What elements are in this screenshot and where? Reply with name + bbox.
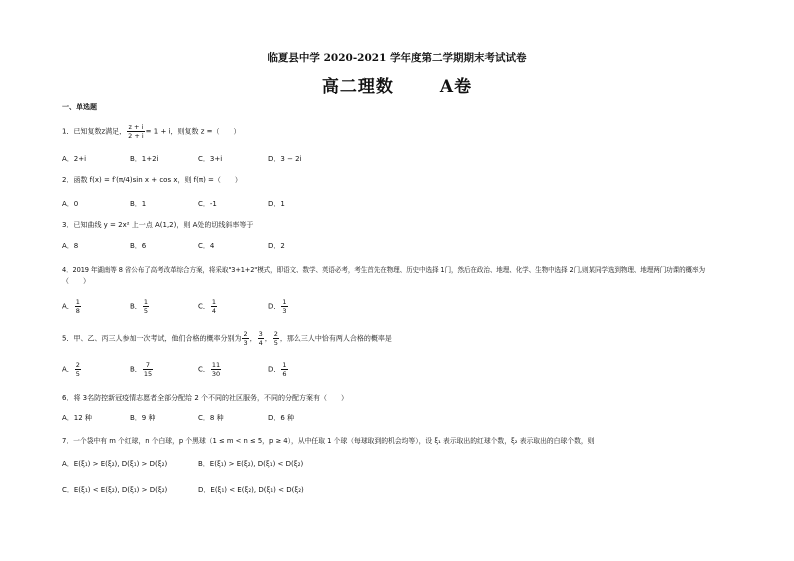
question-4-stem-continued: （ ）	[62, 277, 90, 285]
question-4-option-c: C． $\frac{1}{4}$	[198, 298, 217, 315]
question-4-option-b: B． $\frac{1}{5}$	[130, 298, 148, 315]
question-1-stem: 1．已知复数z满足， $\frac{z + i}{2 + i}$ = 1 + i，则复数 z =（ ）	[62, 123, 241, 140]
school-title: 临夏县中学 2020-2021 学年度第二学期期末考试试卷	[267, 52, 527, 64]
question-4-option-a: A． $\frac{1}{8}$	[62, 298, 80, 315]
paper-version: A卷	[439, 77, 473, 97]
question-5-option-c: C． $\frac{11}{30}$	[198, 361, 221, 378]
question-6-stem: 6．将 3名防控新冠疫情志愿者全部分配给 2 个不同的社区服务，不同的分配方案有（ ）	[62, 394, 349, 402]
question-2-option-a: A．0	[62, 200, 79, 208]
question-1-option-a: A．2+i	[62, 155, 87, 163]
question-5-option-b: B． $\frac{7}{15}$	[130, 361, 153, 378]
question-7-option-d: D．E(ξ₁) < E(ξ₂), D(ξ₁) < D(ξ₂)	[198, 486, 304, 494]
question-6-option-d: D．6 种	[268, 414, 295, 422]
exam-title	[0, 72, 794, 97]
question-7-option-c: C．E(ξ₁) < E(ξ₂), D(ξ₁) > D(ξ₂)	[62, 486, 168, 494]
question-5-stem: 5．甲、乙、丙三人参加一次考试，他们合格的概率分别为 $\frac{2}{3}$ ， $\frac{3}{4}$ ， $\frac{2}{5}$ ，那么三人中恰有两人合格的概率是	[62, 330, 392, 347]
question-6-option-b: B．9 种	[130, 414, 156, 422]
question-5-option-a: A． $\frac{2}{5}$	[62, 361, 80, 378]
question-2-stem: 2．函数 f(x) = f′(π/4)sin x + cos x，则 f(π) =（ ）	[62, 176, 242, 184]
question-1-option-b: B．1+2i	[130, 155, 159, 163]
question-1-fraction: $\frac{z + i}{2 + i}$	[128, 123, 144, 140]
exam-subject: 高二理数	[321, 77, 394, 97]
question-6-option-a: A．12 种	[62, 414, 92, 422]
question-3-option-b: B．6	[130, 242, 147, 250]
question-5-option-d: D． $\frac{1}{6}$	[268, 361, 287, 378]
question-3-option-a: A．8	[62, 242, 79, 250]
question-4-option-d: D． $\frac{1}{3}$	[268, 298, 287, 315]
question-7-option-a: A．E(ξ₁) > E(ξ₂), D(ξ₁) > D(ξ₂)	[62, 460, 168, 468]
question-3-option-c: C．4	[198, 242, 215, 250]
section-title: 一、单选题	[62, 103, 97, 111]
question-1-option-d: D．3 − 2i	[268, 155, 302, 163]
question-1-option-c: C．3+i	[198, 155, 223, 163]
question-2-option-d: D．1	[268, 200, 285, 208]
question-7-option-b: B．E(ξ₁) > E(ξ₂), D(ξ₁) < D(ξ₂)	[198, 460, 304, 468]
question-2-option-b: B．1	[130, 200, 147, 208]
question-7-stem: 7．一个袋中有 m 个红球，n 个白球，p 个黑球（1 ≤ m < n ≤ 5，p ≥ 4），从中任取 1 个球（每球取到的机会均等），设 ξ₁ 表示取出的红球个数，ξ₂ 表示取出的白球个数，则	[62, 437, 595, 445]
question-3-option-d: D．2	[268, 242, 285, 250]
question-6-option-c: C．8 种	[198, 414, 224, 422]
question-2-option-c: C．-1	[198, 200, 217, 208]
question-4-stem: 4．2019 年湖南等 8 省公布了高考改革综合方案，将采取"3+1+2"模式，即语文、数学、英语必考，考生首先在物理、历史中选择 1门，然后在政治、地理、化学、生物中选择 2门,则某同学选到物理、地理两门功课的概率为	[62, 266, 706, 274]
question-3-stem: 3．已知曲线 y = 2x² 上一点 A(1,2)，则 A处的切线斜率等于	[62, 221, 254, 229]
